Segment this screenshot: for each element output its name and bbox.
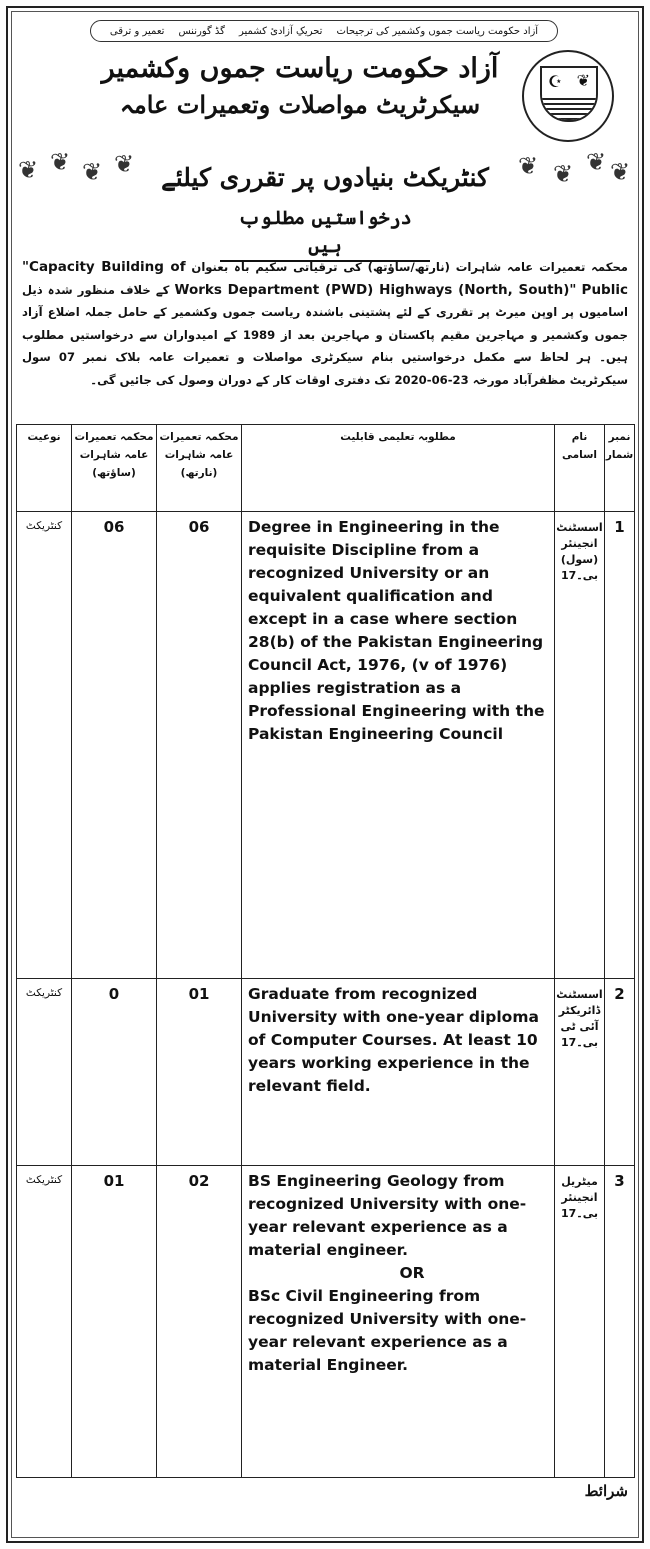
cell-nature: کنٹریکٹ xyxy=(17,978,72,1166)
cell-qualification xyxy=(242,1166,555,1478)
maple-leaf-icon: ❦ xyxy=(576,71,590,90)
intro-paragraph xyxy=(22,256,628,392)
intro-text: محکمہ تعمیرات عامہ شاہرات (نارتھ/ساؤتھ) کی ترقیاتی سکیم باہ بعنوان xyxy=(191,260,628,274)
header-north: محکمہ تعمیرات عامہ شاہرات (نارتھ) xyxy=(157,425,242,512)
table-header-row xyxy=(17,425,635,512)
cell-south-count: 06 xyxy=(72,511,157,978)
cell-sr: 2 xyxy=(605,978,635,1166)
qualification-option-1: BS Engineering Geology from recognized University with one-year relevant experience as a material engineer. xyxy=(248,1172,527,1260)
vacancies-table xyxy=(16,424,635,1478)
mountain-icon xyxy=(542,96,598,120)
priority-item: گڈ گورننس xyxy=(178,25,225,37)
cell-sr: 3 xyxy=(605,1166,635,1478)
leaf-icon: ❦ xyxy=(586,148,607,176)
or-separator: OR xyxy=(399,1264,425,1283)
department-header xyxy=(90,50,510,122)
cell-north-count: 06 xyxy=(157,511,242,978)
scheme-name-part1: "Capacity Building of Public xyxy=(22,259,628,298)
advert-title: کنٹریکٹ بنیادوں پر تقرری کیلئے xyxy=(161,163,489,192)
advert-subtitle: درخواستیں مطلوب ہیں xyxy=(220,204,430,262)
priority-item: آزاد حکومت ریاست جموں وکشمیر کی ترجیحات xyxy=(336,25,539,37)
emblem-shield-icon xyxy=(540,66,598,122)
government-title: آزاد حکومت ریاست جموں وکشمیر xyxy=(101,53,499,84)
cell-qualification: Degree in Engineering in the requisite Discipline from a recognized University or an equivalent qualification and except in a case where section 28(b) of the Pakistan Engineering Council Act, 1976, (v of 1976) applies registration as a Professional Engineering with the Pakistan Engineering Council xyxy=(242,511,555,978)
header-sr: نمبر شمار xyxy=(605,425,635,512)
table-row xyxy=(17,511,635,978)
cell-south-count: 0 xyxy=(72,978,157,1166)
priority-item: تحریکِ آزادیٔ کشمیر xyxy=(238,25,323,37)
cell-south-count: 01 xyxy=(72,1166,157,1478)
leaf-icon: ❦ xyxy=(553,160,574,188)
cell-nature: کنٹریکٹ xyxy=(17,511,72,978)
cell-nature: کنٹریکٹ xyxy=(17,1166,72,1478)
leaf-icon: ❦ xyxy=(50,148,71,176)
table-row xyxy=(17,1166,635,1478)
leaf-icon: ❦ xyxy=(82,158,103,186)
cell-post: میٹریل انجینئر بی۔17 xyxy=(555,1166,605,1478)
cell-qualification: Graduate from recognized University with one-year diploma of Computer Courses. At least 10 years working experience in the relevant field. xyxy=(242,978,555,1166)
intro-text-continued: کے خلاف منظور شدہ ذیل اسامیوں پر اوپن میرٹ پر تقرری کے لئے پشتینی باشندہ ریاست جموں وکشمیر کے حامل جملہ اضلاع آزاد جموں وکشمیر و مہاجرین مقیم پاکستان و مہاجرین بعد از 1989 کے امیدواران سے درخواستیں مطلوب ہیں۔ ہر لحاظ سے مکمل درخواستیں بنام سیکرٹری مواصلات و تعمیرات عامہ بلاک نمبر 07 سول سیکرٹریٹ مظفرآباد مورخہ 23-06-2020 تک دفتری اوقات کار کے دوران وصول کی جائیں گی۔ xyxy=(22,282,628,387)
crescent-star-icon: ☪ xyxy=(548,72,563,91)
header-south: محکمہ تعمیرات عامہ شاہرات (ساؤتھ) xyxy=(72,425,157,512)
cell-north-count: 02 xyxy=(157,1166,242,1478)
header-qualification: مطلوبہ تعلیمی قابلیت xyxy=(242,425,555,512)
leaf-icon: ❦ xyxy=(18,156,39,184)
cell-north-count: 01 xyxy=(157,978,242,1166)
cell-sr: 1 xyxy=(605,511,635,978)
state-emblem-logo xyxy=(522,50,614,142)
cell-post: اسسٹنٹ انجینئر (سول) بی۔17 xyxy=(555,511,605,978)
scheme-name-part2: Works Department (PWD) Highways (North, South)" xyxy=(174,281,577,298)
table-row xyxy=(17,978,635,1166)
leaf-icon: ❦ xyxy=(518,152,539,180)
qualification-option-2: BSc Civil Engineering from recognized University with one-year relevant experience as a material Engineer. xyxy=(248,1287,527,1375)
priority-item: تعمیر و ترقی xyxy=(109,25,165,37)
cell-post: اسسٹنٹ ڈائریکٹر آئی ٹی بی۔17 xyxy=(555,978,605,1166)
header-post: نام اسامی xyxy=(555,425,605,512)
secretariat-title: سیکرٹریٹ مواصلات وتعمیرات عامہ xyxy=(119,90,481,119)
header-nature: نوعیت xyxy=(17,425,72,512)
leaf-icon: ❦ xyxy=(114,150,135,178)
conditions-title: شرائط xyxy=(584,1482,628,1500)
priorities-strip xyxy=(90,20,558,42)
leaf-icon: ❦ xyxy=(610,158,631,186)
